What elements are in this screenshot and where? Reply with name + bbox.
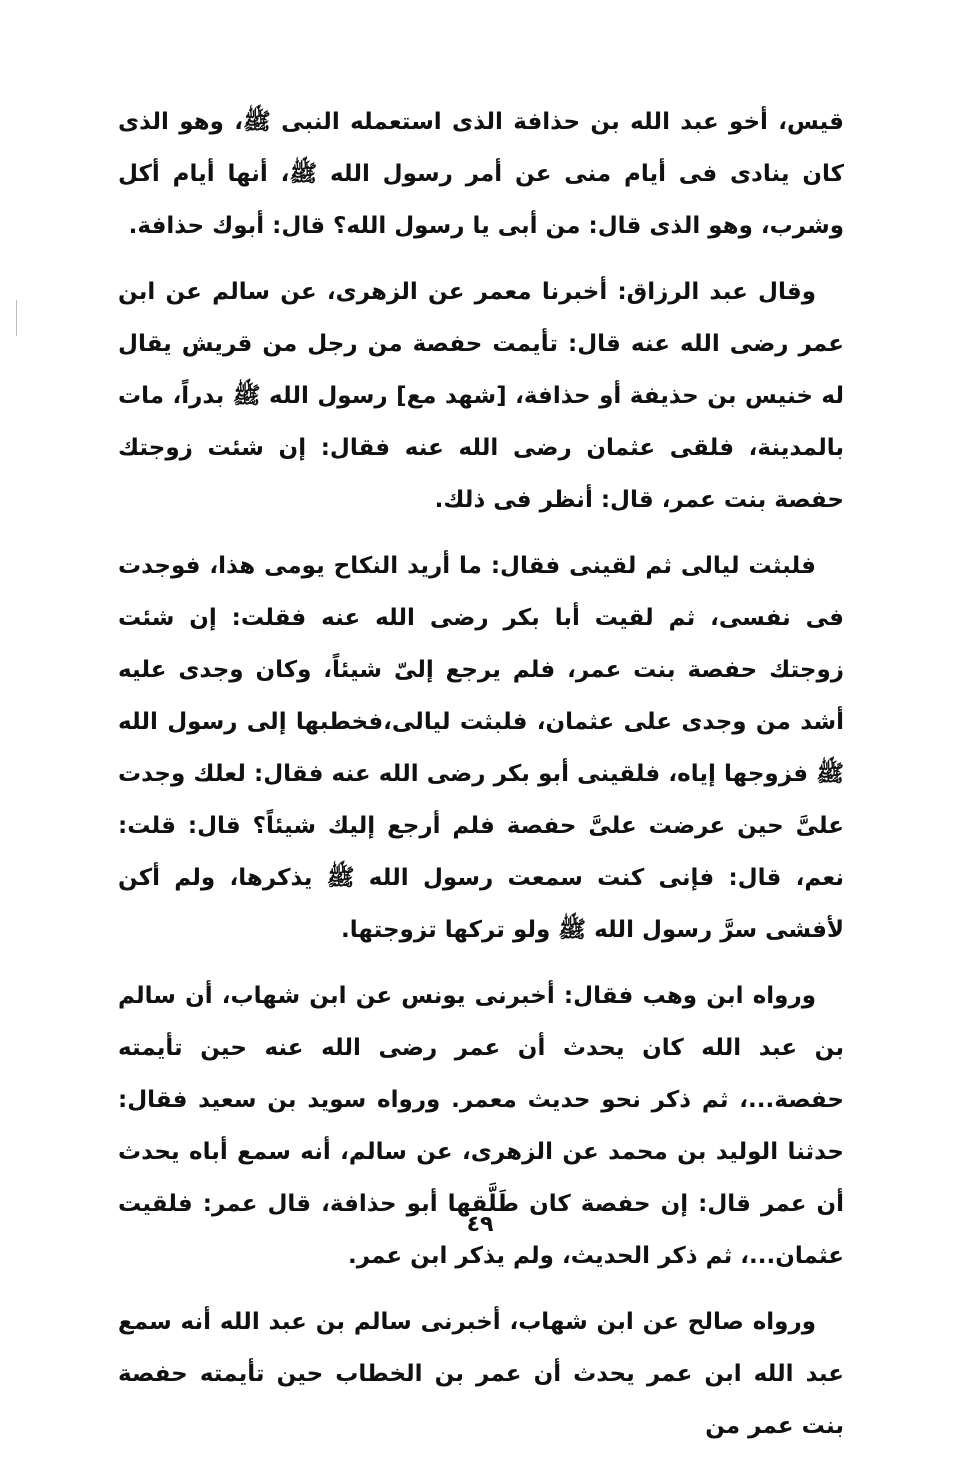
paragraph-3: فلبثت ليالى ثم لقينى فقال: ما أريد النكاح يومى هذا، فوجدت فى نفسى، ثم لقيت أبا بكر رضى الله عنه فقلت: إن شئت زوجتك حفصة بنت عمر، فلم يرجع إلىّ شيئاً، وكان وجدى عليه أشد من وجدى على عثمان، فلبثت ليالى،فخطبها إلى رسول الله ﷺ فزوجها إياه، فلقينى أبو بكر رضى الله عنه فقال: لعلك وجدت علىَّ حين عرضت علىَّ حفصة فلم أرجع إليك شيئاً؟ قال: قلت: نعم، قال: فإنى كنت سمعت رسول الله ﷺ يذكرها، ولم أكن لأفشى سرَّ رسول الله ﷺ ولو تركها تزوجتها.: [118, 553, 844, 943]
paragraph-2: وقال عبد الرزاق: أخبرنا معمر عن الزهرى، عن سالم عن ابن عمر رضى الله عنه قال: تأيمت حفصة من رجل من قريش يقال له خنيس بن حذيفة أو حذافة، [شهد مع] رسول الله ﷺ بدراً، مات بالمدينة، فلقى عثمان رضى الله عنه فقال: إن شئت زوجتك حفصة بنت عمر، قال: أنظر فى ذلك.: [118, 279, 844, 513]
page-number: ٤٩: [466, 1212, 494, 1237]
paragraph-5: ورواه صالح عن ابن شهاب، أخبرنى سالم بن عبد الله أنه سمع عبد الله ابن عمر يحدث أن عمر بن الخطاب حين تأيمته حفصة بنت عمر من: [118, 1309, 844, 1439]
paragraph-4: ورواه ابن وهب فقال: أخبرنى يونس عن ابن شهاب، أن سالم بن عبد الله كان يحدث أن عمر رضى الله عنه حين تأيمته حفصة...، ثم ذكر نحو حديث معمر. ورواه سويد بن سعيد فقال: حدثنا الوليد بن محمد عن الزهرى، عن سالم، أنه سمع أباه يحدث أن عمر قال: إن حفصة كان طَلَّقها أبو حذافة، قال عمر: فلقيت عثمان...، ثم ذكر الحديث، ولم يذكر ابن عمر.: [118, 983, 844, 1269]
scan-margin-mark: [16, 300, 17, 336]
page-body: [118, 96, 844, 1466]
paragraph-1: قيس، أخو عبد الله بن حذافة الذى استعمله النبى ﷺ، وهو الذى كان ينادى فى أيام منى عن أمر رسول الله ﷺ، أنها أيام أكل وشرب، وهو الذى قال: من أبى يا رسول الله؟ قال: أبوك حذافة.: [118, 109, 844, 239]
